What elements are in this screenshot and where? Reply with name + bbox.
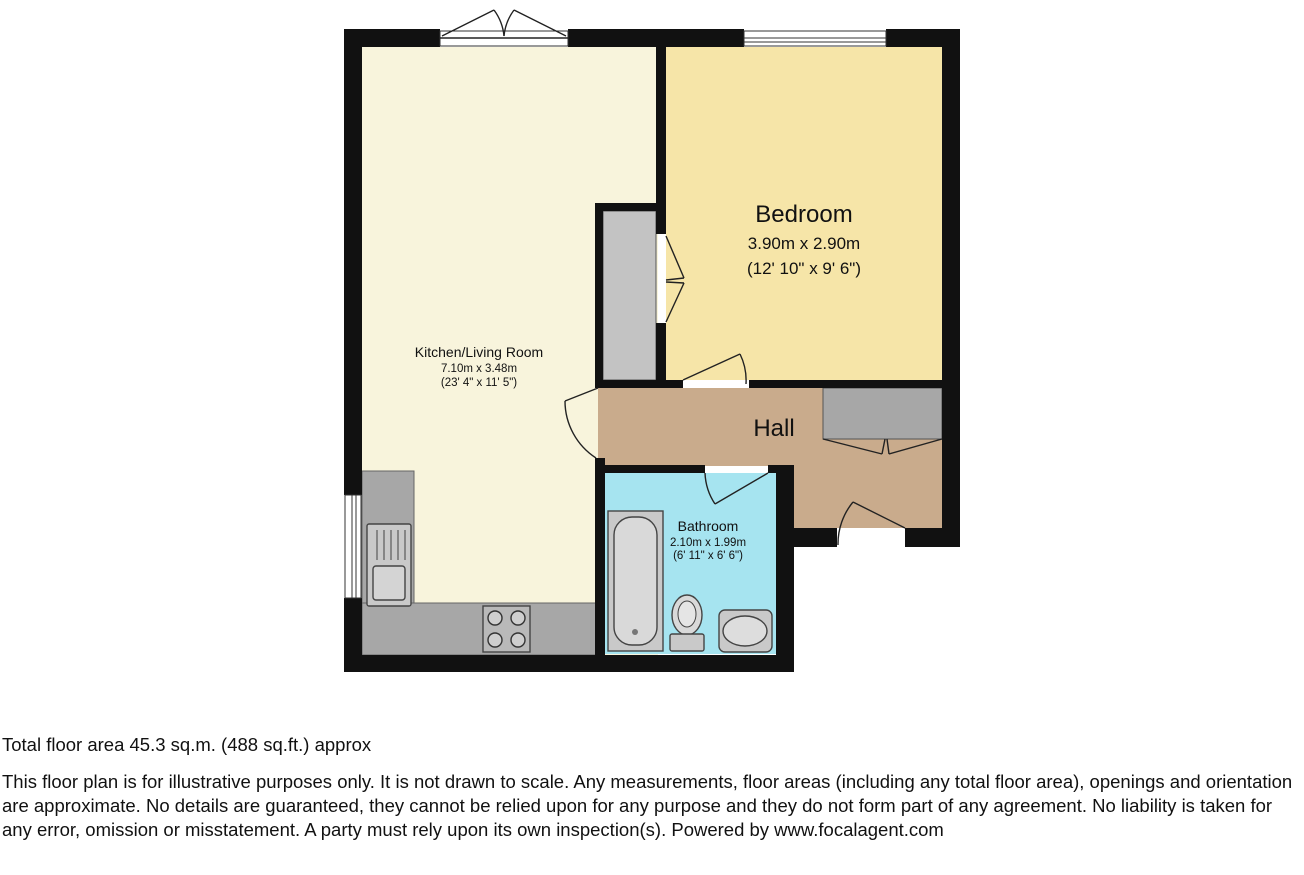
bathroom-size-metric: 2.10m x 1.99m [669, 537, 747, 549]
wall-hall-bath-right [768, 465, 794, 473]
wall-bath-right [776, 465, 794, 672]
wall-bedroom-hall-left [595, 380, 683, 388]
wall-right [942, 29, 960, 547]
wall-left-upper [344, 29, 362, 495]
bedroom-window [744, 31, 886, 46]
wash-basin [719, 610, 772, 652]
total-floor-area: Total floor area 45.3 sq.m. (488 sq.ft.) approx [2, 734, 372, 755]
wall-bottom [344, 655, 794, 672]
kitchen-window [345, 495, 361, 598]
kitchen-label: Kitchen/Living Room [414, 344, 544, 360]
wall-kitchen-bedroom-lower [656, 323, 666, 385]
bedroom-label: Bedroom [755, 201, 853, 228]
bathroom-size-imperial: (6' 11" x 6' 6") [673, 550, 743, 562]
disclaimer-text: This floor plan is for illustrative purposes only. It is not drawn to scale. Any measurements, floor areas (including any total floor area), openings and orientation are approximate. No details are guaranteed, they cannot be relied upon for any purpose and they do not form part of any agreement. No liability is taken for any error, omission or misstatement. A party must rely upon its own inspection(s). Powered by www.focalagent.com [2, 771, 1293, 840]
hall-cupboard [823, 388, 942, 439]
bathroom-label: Bathroom [677, 518, 739, 534]
wall-bedroom-hall-right [749, 380, 942, 388]
wall-hall-bath-left [595, 465, 705, 473]
french-doors [440, 10, 568, 46]
wall-cupboard-left [595, 203, 603, 388]
kitchen-hob [483, 606, 530, 652]
wall-bottom-right-right [905, 528, 960, 547]
bedroom-cupboard [603, 211, 656, 380]
hall-label: Hall [753, 415, 795, 442]
wall-top-mid [568, 29, 744, 47]
wall-hall-kitchen-lower [595, 458, 605, 655]
kitchen-counter-bottom [362, 603, 598, 655]
kitchen-size-imperial: (23' 4" x 11' 5") [440, 377, 518, 389]
bedroom-size-imperial: (12' 10" x 9' 6") [746, 259, 862, 278]
bathtub [608, 511, 663, 651]
kitchen-size-metric: 7.10m x 3.48m [440, 363, 518, 375]
toilet [670, 595, 704, 651]
wall-cupboard-top [595, 203, 658, 211]
kitchen-sink [367, 524, 411, 606]
bedroom-size-metric: 3.90m x 2.90m [747, 234, 861, 253]
